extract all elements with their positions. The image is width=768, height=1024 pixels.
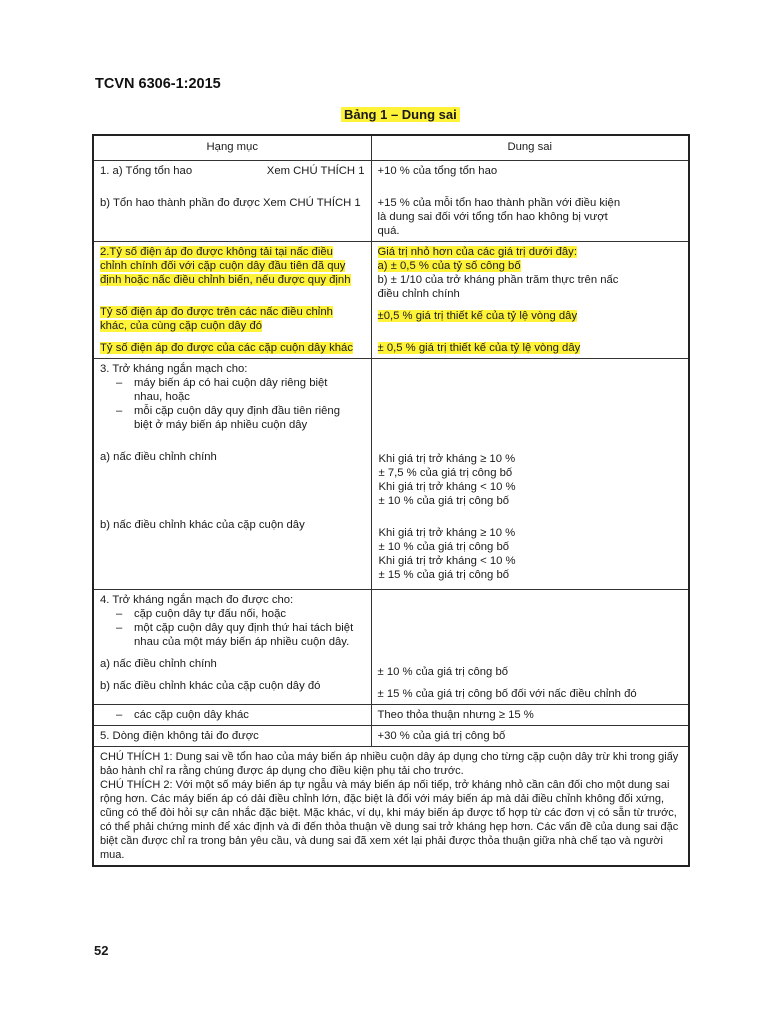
row1-b-tolerance-3: quá. (377, 225, 400, 237)
row4-a-tolerance: ± 10 % của giá trị công bố (377, 666, 509, 678)
note-2: CHÚ THÍCH 2: Với một số máy biến áp tự ngẫu và máy biến áp nối tiếp, trở kháng nhỏ cần cân đối cho một dung sai rộng hơn. Các máy biến áp có dải điều chỉnh lớn, đặc biệt là đối với máy biến áp mà dải điều chỉnh không đối xứng, cũng có thể đòi hỏi sự cân nhắc đặc biệt. Mặc khác, ví dụ, khi máy biến áp được tổ hợp từ các đơn vị có sẵn từ trước, có thể phải chứng minh để xác định và đi đến thỏa thuận về dung sai trở kháng hẹp hơn. Các vấn đề của dung sai đặc biệt cần được chỉ ra trong bản yêu cầu, và dung sai đã xem xét lại phải được thỏa thuận giữa nhà chế tạo và người mua. (100, 779, 679, 861)
table-row (93, 359, 689, 590)
row1-b-tolerance-1: +15 % của mỗi tổn hao thành phần với điều kiện (377, 197, 621, 209)
row2-tolerance-c: ± 0,5 % giá trị thiết kế của tỷ lệ vòng dây (377, 342, 581, 354)
row2-item-line-1: 2.Tỷ số điện áp đo được không tải tại nấc điều (100, 246, 333, 258)
table-row (93, 726, 689, 747)
table-row (93, 590, 689, 705)
table-title: Bảng 1 – Dung sai (341, 107, 460, 122)
row2-item-c: Tỷ số điện áp đo được của các cặp cuộn dây khác (100, 342, 353, 354)
row3-b-tolerance-2: ± 10 % của giá trị công bố (378, 541, 510, 553)
row3-a-tolerance-1: Khi giá trị trở kháng ≥ 10 % (378, 453, 516, 465)
row4-a-label: a) nấc điều chỉnh chính (100, 658, 217, 670)
row5-item-cell: 5. Dòng điện không tải đo được (93, 726, 371, 747)
row2-item-b-line-1: Tỷ số điện áp đo được trên các nấc điều chỉnh (100, 306, 333, 318)
row4-c-tolerance-cell (371, 705, 689, 726)
row2-tolerance-b: ±0,5 % giá trị thiết kế của tỷ lệ vòng dây (377, 310, 578, 322)
row2-item-line-2: chỉnh chính đối với cặp cuộn dây đầu tiên đã quy (100, 260, 346, 272)
row1-a-tolerance: +10 % của tổng tổn hao (377, 165, 498, 177)
table-row (93, 242, 689, 359)
row1-a-label: 1. a) Tổng tổn hao (100, 165, 193, 177)
row3-b-label: b) nấc điều chỉnh khác của cặp cuộn dây (100, 519, 305, 531)
notes-cell (93, 747, 689, 867)
notes-row (93, 747, 689, 867)
row3-a-tolerance-4: ± 10 % của giá trị công bố (378, 495, 510, 507)
table-row (93, 161, 689, 242)
row3-dash-item-1: – máy biến áp có hai cuộn dây riêng biệt nhau, hoặc (116, 377, 328, 403)
row3-heading: 3. Trở kháng ngắn mạch cho: (100, 363, 248, 375)
row4-heading: 4. Trở kháng ngắn mạch đo được cho: (100, 594, 294, 606)
column-header-tolerance: Dung sai (371, 135, 689, 161)
row3-b-tolerance-3: Khi giá trị trở kháng < 10 % (378, 555, 516, 567)
row3-b-tolerance-1: Khi giá trị trở kháng ≥ 10 % (378, 527, 516, 539)
column-header-item: Hạng mục (93, 135, 371, 161)
row4-c-label: – các cặp cuộn dây khác (116, 709, 249, 721)
row4-tolerance-cell (371, 590, 689, 705)
row4-c-item-cell (93, 705, 371, 726)
row3-a-tolerance-3: Khi giá trị trở kháng < 10 % (378, 481, 516, 493)
row2-item-cell (93, 242, 371, 359)
row3-b-tolerance-4: ± 15 % của giá trị công bố (378, 569, 510, 581)
row2-tolerance-line-3: b) ± 1/10 của trở kháng phần trăm thực trên nấc (377, 274, 619, 286)
row4-dash-item-1: – cặp cuộn dây tự đấu nối, hoặc (116, 608, 287, 620)
row1-tolerance-cell (371, 161, 689, 242)
row2-item-line-3: định hoặc nấc điều chỉnh biến, nếu được quy định (100, 274, 351, 286)
row3-a-label: a) nấc điều chỉnh chính (100, 451, 217, 463)
tolerance-table (92, 134, 690, 867)
row5-tolerance-cell: +30 % của giá trị công bố (371, 726, 689, 747)
table-header-row (93, 135, 689, 161)
document-header: TCVN 6306-1:2015 (95, 76, 221, 92)
row2-tolerance-line-1: Giá trị nhỏ hơn của các giá trị dưới đây: (377, 246, 577, 258)
row1-b-tolerance-2: là dung sai đối với tổng tổn hao không bị vượt (377, 211, 608, 223)
row2-tolerance-line-4: điều chỉnh chính (377, 288, 460, 300)
row3-dash-item-2: – mỗi cặp cuộn dây quy định đầu tiên riêng biệt ở máy biến áp nhiều cuộn dây (116, 405, 340, 431)
table-row (93, 705, 689, 726)
row3-item-cell (93, 359, 371, 590)
page-number: 52 (94, 943, 109, 958)
row4-c-tolerance: Theo thỏa thuận nhưng ≥ 15 % (377, 709, 534, 721)
row1-item-cell (93, 161, 371, 242)
row1-a (100, 164, 365, 178)
row4-b-label: b) nấc điều chỉnh khác của cặp cuộn dây đó (100, 680, 321, 692)
row2-tolerance-cell (371, 242, 689, 359)
note-1: CHÚ THÍCH 1: Dung sai về tổn hao của máy biến áp nhiều cuộn dây áp dụng cho từng cặp cuộn dây trừ khi trong giấy bảo hành chỉ ra rằng chúng được áp dụng cho điều kiện phụ tải cho trước. (100, 751, 679, 777)
row4-item-cell (93, 590, 371, 705)
row3-a-tolerance-2: ± 7,5 % của giá trị công bố (378, 467, 513, 479)
row4-b-tolerance: ± 15 % của giá trị công bố đối với nấc điều chỉnh đó (377, 688, 637, 700)
row2-item-b-line-2: khác, của cùng cặp cuộn dây đó (100, 320, 263, 332)
row1-b-label: b) Tổn hao thành phần đo được Xem CHÚ THÍCH 1 (100, 197, 361, 209)
row2-tolerance-line-2: a) ± 0,5 % của tỷ số công bố (377, 260, 521, 272)
row3-tolerance-cell (371, 359, 689, 590)
row4-dash-item-2: – một cặp cuộn dây quy định thứ hai tách biệt nhau của một máy biến áp nhiều cuộn dây. (116, 622, 354, 648)
row1-a-ref: Xem CHÚ THÍCH 1 (266, 165, 365, 177)
